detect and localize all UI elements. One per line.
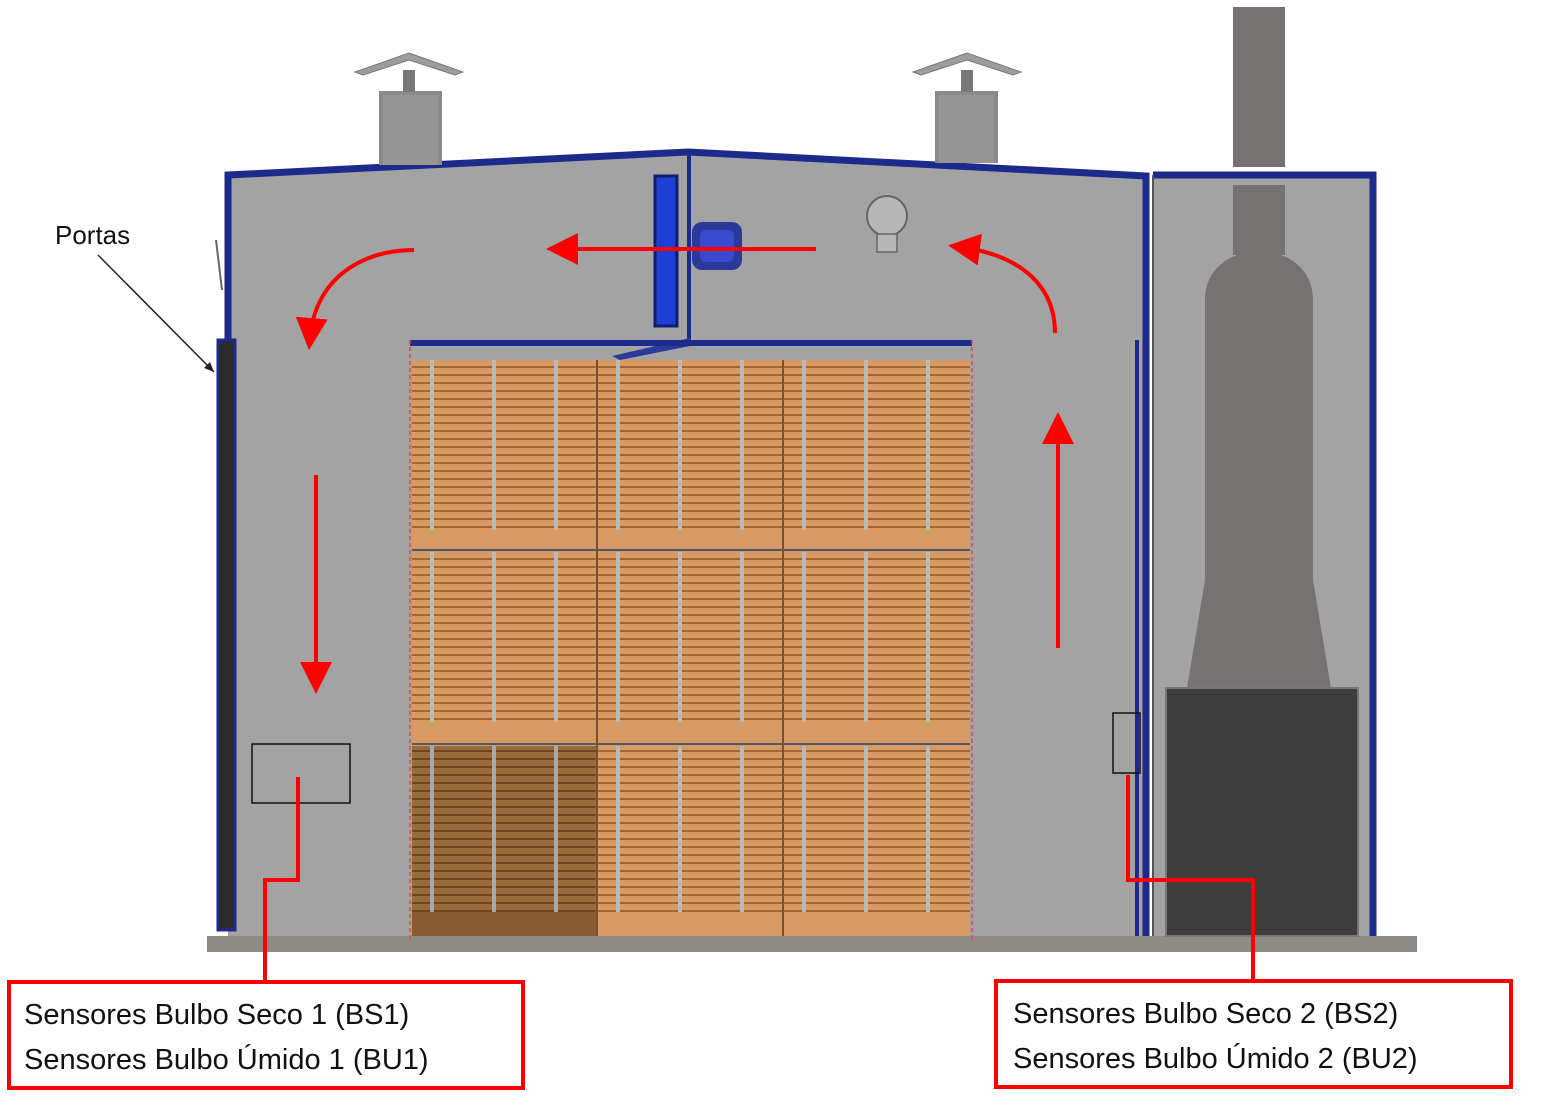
portas-pointer [98, 255, 214, 372]
sensor-1-line1: Sensores Bulbo Seco 1 (BS1) [24, 999, 410, 1031]
door [218, 340, 235, 930]
sensor-1-callout [9, 982, 523, 1088]
sensor-2-line1: Sensores Bulbo Seco 2 (BS2) [1013, 998, 1399, 1030]
base-slab [207, 936, 1417, 952]
furnace-chimney [1187, 7, 1331, 688]
sensor-2-line2: Sensores Bulbo Úmido 2 (BU2) [1013, 1043, 1418, 1075]
roof-vent-1 [355, 53, 463, 165]
sensor-2-callout [996, 981, 1511, 1087]
sensor-1-line2: Sensores Bulbo Úmido 1 (BU1) [24, 1044, 429, 1076]
roof-vent-2 [913, 53, 1021, 163]
wood-stack [410, 340, 972, 940]
portas-label: Portas [55, 220, 131, 250]
furnace-box [1166, 688, 1358, 936]
